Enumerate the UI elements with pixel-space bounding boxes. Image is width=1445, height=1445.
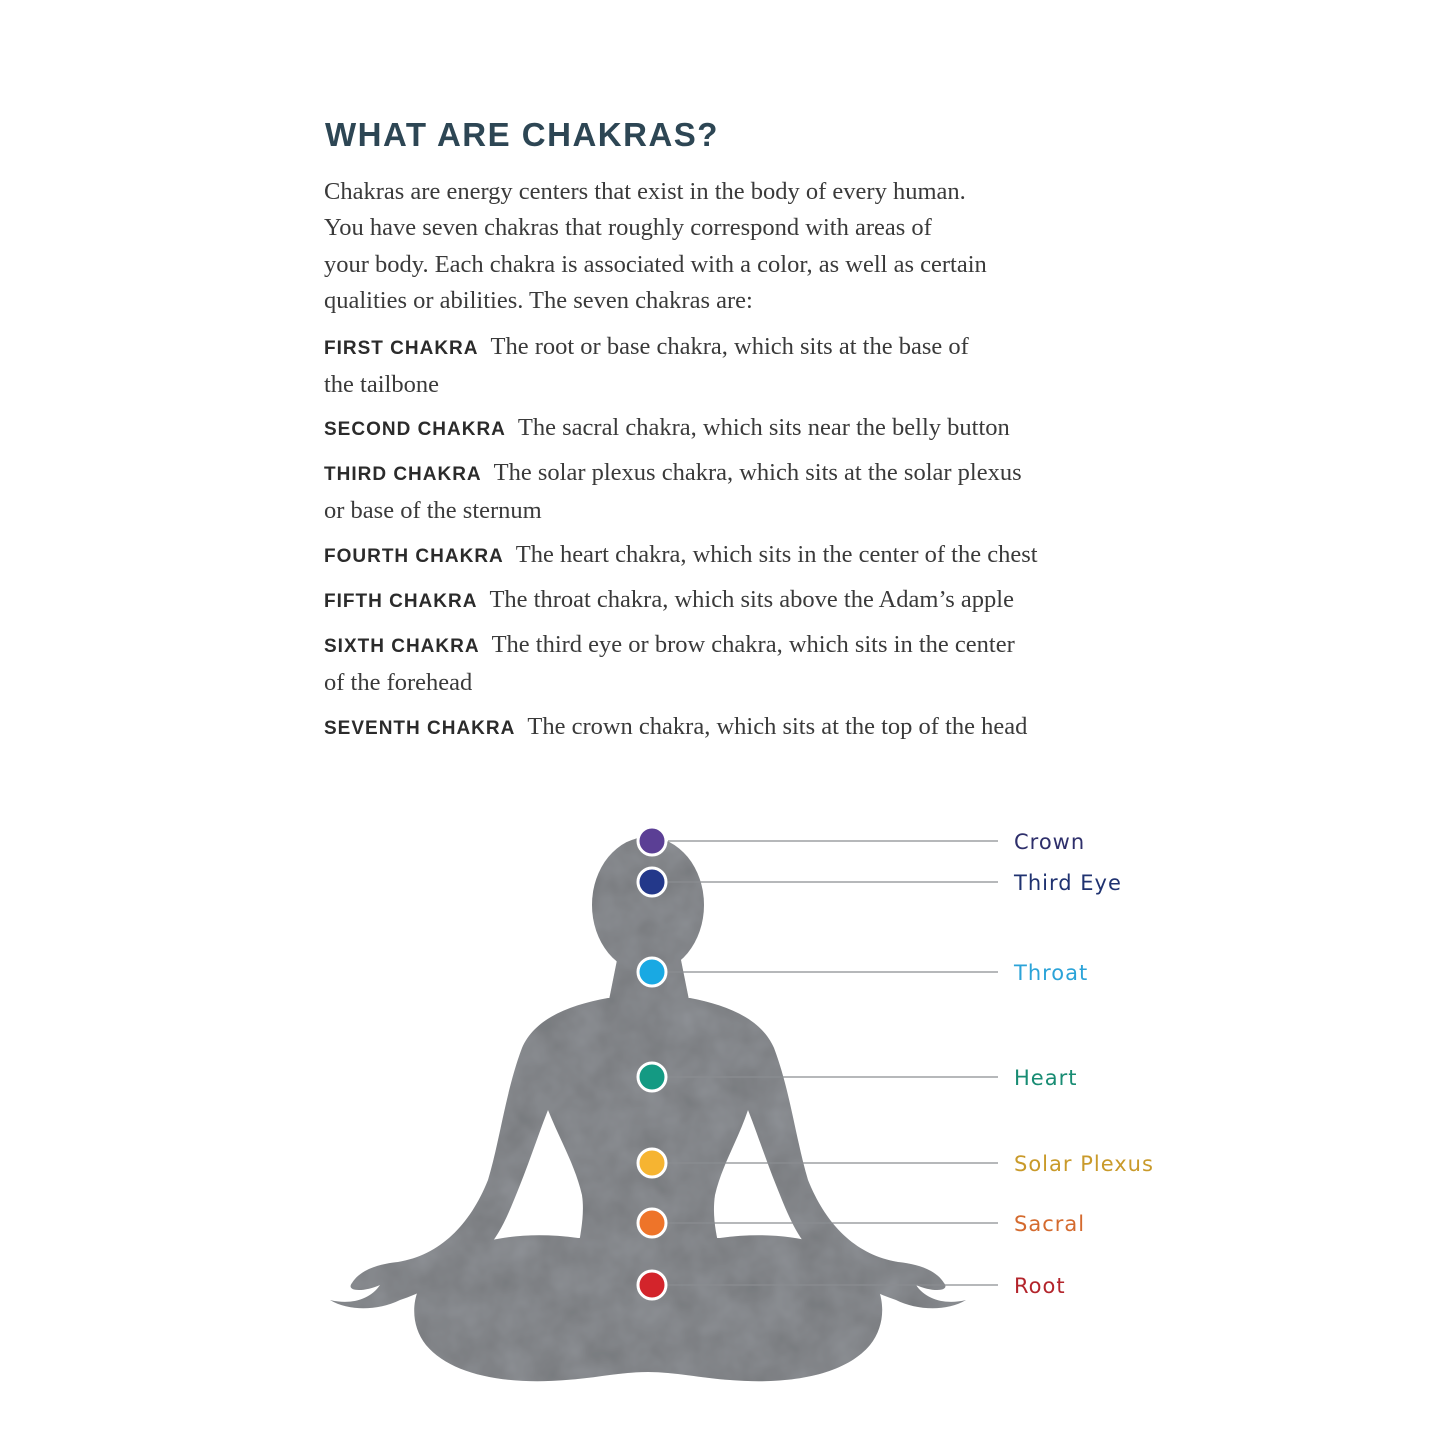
intro-line: Chakras are energy centers that exist in the body of every human.: [324, 178, 966, 205]
entry-text-continued: of the forehead: [324, 669, 473, 697]
entry-text-continued: the tailbone: [324, 371, 439, 399]
chakra-label: Root: [1014, 1274, 1066, 1298]
chakra-dot: [638, 1271, 666, 1299]
chakra-label: Solar Plexus: [1014, 1152, 1154, 1176]
chakra-label: Third Eye: [1014, 871, 1122, 895]
chakra-dot: [638, 1209, 666, 1237]
entry-text: The heart chakra, which sits in the center of the chest: [515, 541, 1038, 568]
page-title: WHAT ARE CHAKRAS?: [325, 116, 719, 153]
body-head: [592, 837, 704, 973]
entry-label: SIXTH CHAKRA: [324, 636, 480, 657]
entry-label: FOURTH CHAKRA: [324, 546, 504, 567]
entry-text-continued: or base of the sternum: [324, 497, 542, 525]
chakra-dot: [638, 1063, 666, 1091]
entry-label: FIRST CHAKRA: [324, 338, 479, 359]
intro-line: You have seven chakras that roughly correspond with areas of: [324, 214, 932, 242]
entry-label: FIFTH CHAKRA: [324, 591, 478, 612]
entry-text: The root or base chakra, which sits at the base of: [490, 333, 969, 360]
chakra-dot: [638, 958, 666, 986]
body-legs: [414, 1235, 882, 1381]
chakra-dot: [638, 827, 666, 855]
intro-line: your body. Each chakra is associated with a color, as well as certain: [324, 250, 987, 278]
entry-text: The third eye or brow chakra, which sits in the center: [491, 631, 1015, 658]
intro-line: qualities or abilities. The seven chakras are:: [324, 286, 753, 314]
chakra-label: Throat: [1014, 961, 1089, 985]
entry-text: The crown chakra, which sits at the top of the head: [527, 713, 1028, 740]
chakra-label: Heart: [1014, 1066, 1078, 1090]
entry-text: The sacral chakra, which sits near the belly button: [517, 414, 1010, 441]
entry-text: The solar plexus chakra, which sits at the solar plexus: [493, 459, 1022, 486]
entry-label: SEVENTH CHAKRA: [324, 718, 516, 739]
chakra-label: Sacral: [1014, 1212, 1086, 1236]
chakra-label: Crown: [1014, 830, 1086, 854]
entry-text: The throat chakra, which sits above the Adam’s apple: [489, 586, 1014, 613]
entry-label: THIRD CHAKRA: [324, 464, 482, 485]
chakra-dot: [638, 868, 666, 896]
chakra-dot: [638, 1149, 666, 1177]
entry-label: SECOND CHAKRA: [324, 419, 506, 440]
